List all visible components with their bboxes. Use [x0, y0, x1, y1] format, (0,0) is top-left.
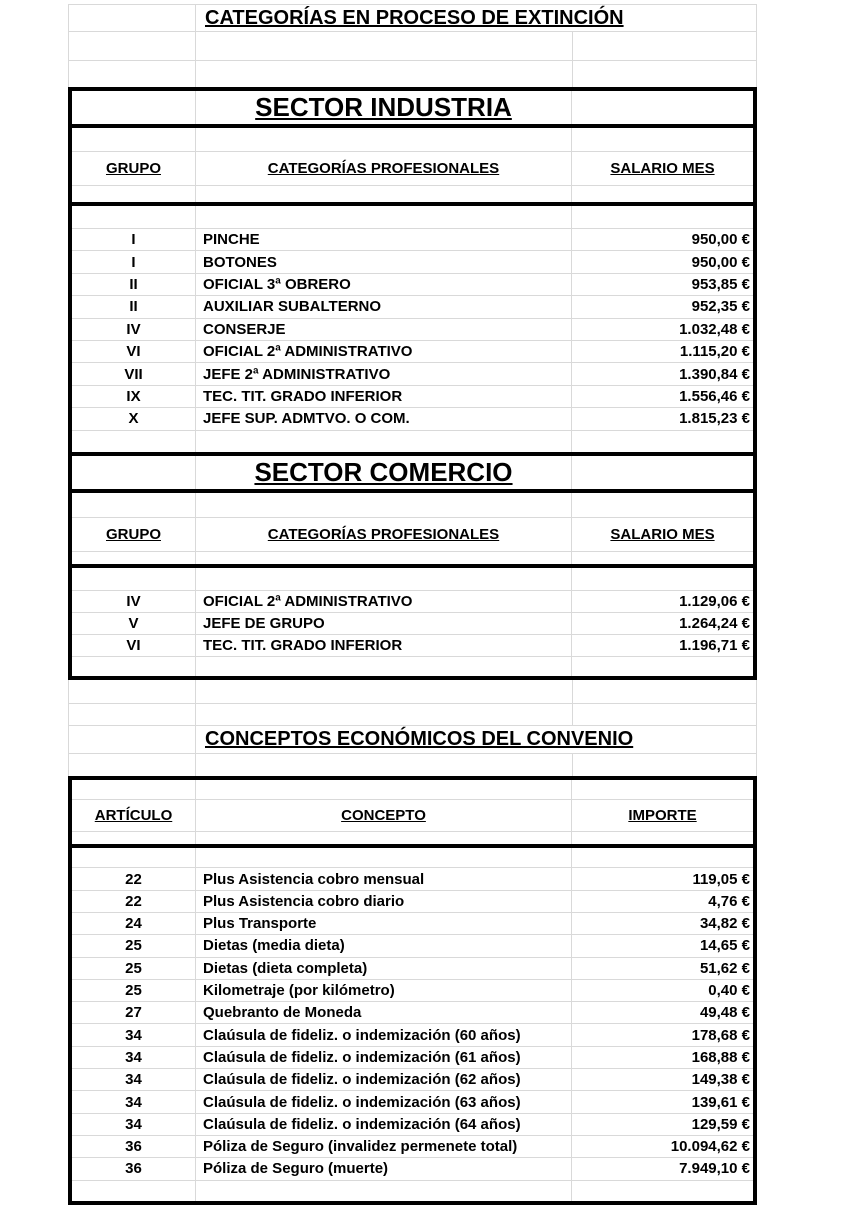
- importe-cell: 14,65 €: [699, 937, 750, 955]
- salario-cell: 1.115,20 €: [679, 343, 750, 361]
- grupo-cell: VI: [72, 341, 196, 362]
- empty-row: [72, 568, 753, 591]
- concepto-cell: Claúsula de fideliz. o indemización (62 años): [196, 1069, 572, 1090]
- categoria-cell: JEFE DE GRUPO: [196, 613, 572, 634]
- articulo-cell: 34: [72, 1069, 196, 1090]
- articulo-cell: 22: [72, 868, 196, 889]
- grupo-cell: IX: [72, 386, 196, 407]
- sector-industria-title: SECTOR INDUSTRIA: [255, 92, 512, 122]
- table-row: [72, 386, 753, 408]
- table-row: [72, 868, 753, 890]
- grupo-cell: V: [72, 613, 196, 634]
- concepto-cell: Plus Asistencia cobro mensual: [196, 868, 572, 889]
- header-categorias: CATEGORÍAS PROFESIONALES: [267, 160, 500, 177]
- importe-cell: 178,68 €: [691, 1026, 750, 1044]
- sector-comercio-table: [68, 456, 757, 681]
- empty-row: [72, 1181, 753, 1201]
- importe-cell: 34,82 €: [699, 915, 750, 933]
- concepto-cell: Claúsula de fideliz. o indemización (64 años): [196, 1114, 572, 1135]
- section-title-row: [72, 456, 753, 493]
- concepto-cell: Claúsula de fideliz. o indemización (61 años): [196, 1047, 572, 1068]
- concepto-cell: Plus Asistencia cobro diario: [196, 891, 572, 912]
- salario-cell: 1.264,24 €: [679, 614, 750, 632]
- empty-row: [72, 431, 753, 452]
- salario-cell: 950,00 €: [691, 231, 750, 249]
- categoria-cell: BOTONES: [196, 251, 572, 272]
- empty-row: [69, 61, 756, 87]
- empty-row: [69, 680, 756, 704]
- header-grupo: GRUPO: [105, 525, 161, 543]
- table-row: [72, 613, 753, 635]
- salario-cell: 1.129,06 €: [679, 592, 750, 610]
- articulo-cell: 24: [72, 913, 196, 934]
- concepto-cell: Quebranto de Moneda: [196, 1002, 572, 1023]
- column-header-row: [72, 518, 753, 552]
- articulo-cell: 22: [72, 891, 196, 912]
- salario-cell: 1.556,46 €: [679, 387, 750, 405]
- categoria-cell: TEC. TIT. GRADO INFERIOR: [196, 635, 572, 656]
- importe-cell: 168,88 €: [691, 1048, 750, 1066]
- sector-comercio-title: SECTOR COMERCIO: [254, 456, 513, 487]
- header-importe: IMPORTE: [628, 807, 697, 825]
- concepto-cell: Dietas (media dieta): [196, 935, 572, 956]
- salario-cell: 1.032,48 €: [679, 320, 750, 338]
- articulo-cell: 36: [72, 1158, 196, 1179]
- categoria-cell: JEFE 2ª ADMINISTRATIVO: [196, 363, 572, 384]
- table-row: [72, 591, 753, 613]
- page-title: CATEGORÍAS EN PROCESO DE EXTINCIÓN: [205, 6, 624, 29]
- table-row: [72, 980, 753, 1002]
- categoria-cell: TEC. TIT. GRADO INFERIOR: [196, 386, 572, 407]
- table-row: [72, 251, 753, 273]
- categoria-cell: JEFE SUP. ADMTVO. O COM.: [196, 408, 572, 429]
- table-row: [72, 363, 753, 385]
- concepto-cell: Claúsula de fideliz. o indemización (60 años): [196, 1024, 572, 1045]
- header-concepto: CONCEPTO: [341, 807, 426, 825]
- table-row: [72, 891, 753, 913]
- header-categorias: CATEGORÍAS PROFESIONALES: [267, 525, 500, 543]
- grupo-cell: VII: [72, 363, 196, 384]
- grupo-cell: IV: [72, 591, 196, 612]
- empty-row: [69, 704, 756, 726]
- empty-row: [72, 552, 753, 568]
- empty-row: [72, 780, 753, 800]
- table-row: [72, 1002, 753, 1024]
- table-row: [72, 408, 753, 430]
- salario-cell: 1.196,71 €: [679, 637, 750, 655]
- title-block: [68, 4, 757, 87]
- importe-cell: 129,59 €: [691, 1115, 750, 1133]
- table-row: [72, 1069, 753, 1091]
- concepto-cell: Póliza de Seguro (invalidez permenete total): [196, 1136, 572, 1157]
- table-row: [72, 1024, 753, 1046]
- empty-row: [69, 32, 756, 61]
- table-row: [72, 341, 753, 363]
- conceptos-title-block: [68, 680, 757, 776]
- grupo-cell: I: [72, 229, 196, 250]
- spreadsheet: [68, 4, 757, 1205]
- articulo-cell: 25: [72, 958, 196, 979]
- salario-cell: 950,00 €: [691, 253, 750, 271]
- table-row: [72, 274, 753, 296]
- categoria-cell: CONSERJE: [196, 319, 572, 340]
- empty-row: [72, 206, 753, 229]
- articulo-cell: 27: [72, 1002, 196, 1023]
- salario-cell: 953,85 €: [691, 275, 750, 293]
- header-salario: SALARIO MES: [610, 525, 715, 543]
- categoria-cell: OFICIAL 2ª ADMINISTRATIVO: [196, 591, 572, 612]
- articulo-cell: 34: [72, 1047, 196, 1068]
- salario-cell: 1.815,23 €: [679, 410, 750, 428]
- grupo-cell: X: [72, 408, 196, 429]
- importe-cell: 139,61 €: [691, 1093, 750, 1111]
- table-row: [72, 935, 753, 957]
- table-row: [72, 1091, 753, 1113]
- column-header-row: [72, 800, 753, 832]
- header-articulo: ARTÍCULO: [94, 807, 173, 825]
- table-row: [72, 913, 753, 935]
- header-salario: SALARIO MES: [610, 160, 715, 177]
- table-row: [72, 1158, 753, 1180]
- importe-cell: 119,05 €: [692, 870, 750, 888]
- concepto-cell: Dietas (dieta completa): [196, 958, 572, 979]
- articulo-cell: 34: [72, 1114, 196, 1135]
- categoria-cell: PINCHE: [196, 229, 572, 250]
- sector-industria-table: [68, 87, 757, 456]
- header-grupo: GRUPO: [105, 160, 161, 177]
- importe-cell: 7.949,10 €: [679, 1160, 750, 1178]
- conceptos-title: CONCEPTOS ECONÓMICOS DEL CONVENIO: [205, 728, 634, 751]
- empty-row: [69, 754, 756, 776]
- table-row: [72, 1114, 753, 1136]
- empty-row: [72, 832, 753, 848]
- grupo-cell: VI: [72, 635, 196, 656]
- importe-cell: 51,62 €: [699, 959, 750, 977]
- table-row: [72, 635, 753, 657]
- articulo-cell: 34: [72, 1024, 196, 1045]
- table-row: [72, 319, 753, 341]
- grupo-cell: II: [72, 296, 196, 317]
- salario-cell: 1.390,84 €: [679, 365, 750, 383]
- title-row: [69, 5, 756, 32]
- categoria-cell: OFICIAL 3ª OBRERO: [196, 274, 572, 295]
- table-row: [72, 958, 753, 980]
- importe-cell: 49,48 €: [699, 1004, 750, 1022]
- grupo-cell: IV: [72, 319, 196, 340]
- articulo-cell: 25: [72, 980, 196, 1001]
- table-row: [72, 1047, 753, 1069]
- importe-cell: 4,76 €: [708, 892, 750, 910]
- concepto-cell: Plus Transporte: [196, 913, 572, 934]
- column-header-row: [72, 152, 753, 186]
- conceptos-table: [68, 776, 757, 1204]
- articulo-cell: 36: [72, 1136, 196, 1157]
- table-row: [72, 1136, 753, 1158]
- concepto-cell: Kilometraje (por kilómetro): [196, 980, 572, 1001]
- empty-row: [72, 128, 753, 152]
- empty-row: [72, 493, 753, 518]
- empty-row: [72, 657, 753, 676]
- concepto-cell: Claúsula de fideliz. o indemización (63 años): [196, 1091, 572, 1112]
- grupo-cell: II: [72, 274, 196, 295]
- categoria-cell: AUXILIAR SUBALTERNO: [196, 296, 572, 317]
- title-row: [69, 726, 756, 754]
- categoria-cell: OFICIAL 2ª ADMINISTRATIVO: [196, 341, 572, 362]
- concepto-cell: Póliza de Seguro (muerte): [196, 1158, 572, 1179]
- articulo-cell: 25: [72, 935, 196, 956]
- empty-row: [72, 848, 753, 868]
- importe-cell: 0,40 €: [708, 982, 750, 1000]
- empty-row: [72, 186, 753, 206]
- grupo-cell: I: [72, 251, 196, 272]
- table-row: [72, 229, 753, 251]
- section-title-row: [72, 91, 753, 128]
- table-row: [72, 296, 753, 318]
- articulo-cell: 34: [72, 1091, 196, 1112]
- importe-cell: 149,38 €: [691, 1071, 750, 1089]
- salario-cell: 952,35 €: [691, 298, 750, 316]
- importe-cell: 10.094,62 €: [670, 1138, 750, 1156]
